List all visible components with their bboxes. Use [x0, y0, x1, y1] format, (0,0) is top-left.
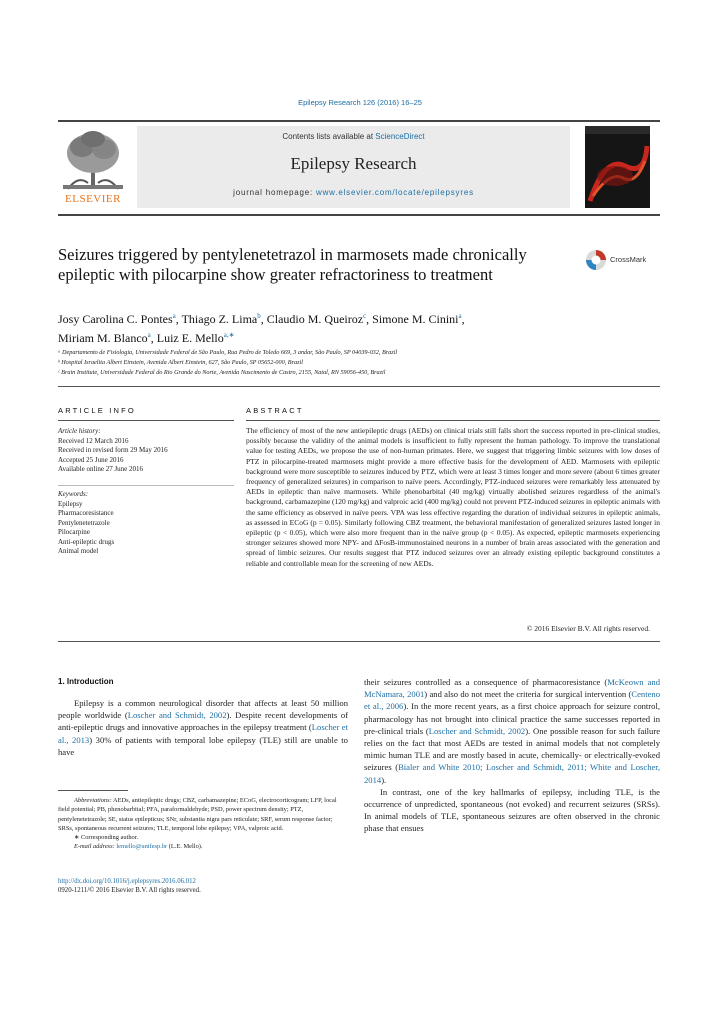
- divider: [58, 420, 234, 421]
- intro-paragraph: [58, 697, 348, 758]
- article-info-heading: ARTICLE INFO: [58, 406, 136, 415]
- keyword: Pilocarpine: [58, 528, 90, 536]
- crossmark-label: CrossMark: [610, 255, 647, 264]
- section-heading-introduction: 1. Introduction: [58, 677, 114, 686]
- affiliations: [58, 348, 660, 378]
- divider: [58, 641, 660, 642]
- citation-link[interactable]: Loscher et al., 2013: [58, 722, 348, 745]
- paragraph-text: ). One possible reason for such failure relies on the fact that most AEDs are tested in animal models that not completely mimic human TLE and are mostly based in acute, chemically- or electrically-evoked seizures (: [364, 725, 661, 773]
- citation-link[interactable]: McKeown and McNamara, 2001: [364, 677, 660, 700]
- affiliation-marker[interactable]: b: [257, 312, 261, 320]
- contents-prefix: Contents lists available at: [282, 132, 376, 141]
- corresponding-author-note: ∗ Corresponding author.: [74, 834, 139, 842]
- author-separator: ,: [175, 312, 182, 326]
- author-separator: ,: [461, 312, 465, 326]
- homepage-line: [137, 188, 570, 197]
- affiliation-c: ᶜ Brain Institute, Universidade Federal do Rio Grande do Norte, Avenida Nascimento de Castro, 2155, Natal, RN 59056-450, Brazil: [58, 369, 386, 376]
- affiliation-marker[interactable]: a,∗: [223, 331, 235, 339]
- intro-paragraph: In contrast, one of the key hallmarks of epilepsy, including TLE, is the occurrence of unpredicted, spontaneous (not evoked) and recurrent seizures (SRSs). In animal models of TLE, spontaneous seizures are often observed in the chronic phase that ensues: [364, 786, 660, 834]
- crossmark-icon: [585, 249, 607, 271]
- keyword: Animal model: [58, 547, 99, 555]
- email-label: E-mail address:: [74, 843, 115, 851]
- author-separator: ,: [150, 331, 157, 345]
- affiliation-marker[interactable]: a: [172, 312, 176, 320]
- keyword: Pharmacoresistance: [58, 509, 114, 517]
- history-item: Received in revised form 29 May 2016: [58, 446, 168, 454]
- crossmark-badge[interactable]: [585, 249, 657, 271]
- keywords: [58, 490, 234, 557]
- affiliation-marker[interactable]: a: [458, 312, 462, 320]
- issn-line: 0920-1211/© 2016 Elsevier B.V. All rights reserved.: [58, 887, 201, 895]
- journal-reference[interactable]: Epilepsy Research 126 (2016) 16–25: [298, 98, 422, 107]
- journal-masthead: [137, 126, 570, 208]
- abstract-heading: ABSTRACT: [246, 406, 304, 415]
- author-name: Josy Carolina C. Pontes: [58, 312, 173, 326]
- masthead-top-rule: [58, 120, 660, 122]
- affiliation-marker[interactable]: a: [147, 331, 151, 339]
- affiliation-marker[interactable]: c: [363, 312, 367, 320]
- footnotes: [58, 796, 348, 852]
- author-separator: ,: [366, 312, 373, 326]
- journal-cover-image: [585, 126, 650, 208]
- masthead-bottom-rule: [58, 214, 660, 216]
- paragraph-text: ) 30% of patients with temporal lobe epilepsy (TLE) still are unable to have: [58, 734, 348, 757]
- article-title: Seizures triggered by pentylenetetrazol in marmosets made chronically epileptic with pilocarpine show greater refractoriness to treatment: [58, 245, 527, 284]
- email-footnote: [58, 842, 348, 851]
- author-name: Luiz E. Mello: [156, 331, 224, 345]
- paragraph-text: ). Despite recent developments of anti-epileptic drugs and innovative approaches in the epilepsy treatment (: [58, 710, 349, 733]
- contents-line: [137, 132, 570, 141]
- article-history: [58, 427, 234, 475]
- author-name: Claudio M. Queiroz: [266, 312, 364, 326]
- sciencedirect-link[interactable]: ScienceDirect: [375, 132, 425, 141]
- affiliation-b: ᵇ Hospital Israelita Albert Einstein, Avenida Albert Einstein, 627, São Paulo, SP 05652-000, Brazil: [58, 359, 303, 366]
- intro-left-column: [58, 697, 348, 758]
- divider: [246, 420, 660, 421]
- author-separator: ,: [260, 312, 267, 326]
- journal-title: Epilepsy Research: [290, 154, 417, 173]
- email-suffix: (L.E. Mello).: [167, 843, 203, 851]
- homepage-prefix: journal homepage:: [233, 188, 317, 197]
- keyword: Anti-epileptic drugs: [58, 537, 115, 546]
- paragraph-text: ) and also do not meet the criteria for surgical intervention (: [424, 689, 632, 700]
- history-item: Available online 27 June 2016: [58, 465, 144, 473]
- citation-link[interactable]: Loscher and Schmidt, 2002: [428, 725, 526, 736]
- footnote-rule: [58, 790, 128, 791]
- author-name: Thiago Z. Lima: [181, 312, 258, 326]
- citation-link[interactable]: Loscher and Schmidt, 2002: [127, 710, 227, 721]
- paragraph-text: ). In the more recent years, as a first choice approach for seizure control, pharmacology has not brought into clinical practice the same successes reported in pre-clinical trials (: [364, 701, 661, 736]
- divider: [58, 386, 660, 387]
- history-item: Accepted 25 June 2016: [58, 455, 124, 464]
- keyword: Epilepsy: [58, 499, 83, 508]
- citation-link[interactable]: Bialer and White 2010; Loscher and Schmidt, 2011; White and Loscher, 2014: [364, 762, 660, 785]
- author-name: Miriam M. Blanco: [58, 331, 148, 345]
- elsevier-wordmark: ELSEVIER: [65, 193, 121, 205]
- abbreviations-footnote: [58, 796, 348, 833]
- citation-link[interactable]: Centeno et al., 2006: [364, 689, 660, 712]
- copyright-notice: © 2016 Elsevier B.V. All rights reserved.: [526, 624, 650, 633]
- abstract-text: The efficiency of most of the new antiepileptic drugs (AEDs) on clinical trials still falls short the success reported in pre-clinical studies, possibly because the validity of the animal models is insufficient to fully represent the human pathology. To improve the translational value for testing AEDs, we propose the use of non-human primates. Here, we suggest that triggering limbic seizures with low doses of PTZ in pilocarpine-treated marmosets might provide a more effective basis for the development of AED. Marmosets with epileptic background were more susceptible to seizures induced by PTZ, which were at least 3 times longer and more severe (about 6 times greater frequency of generalized seizures) in comparison to naïve peers. Accordingly, PTZ-induced seizures were remarkably less attenuated by AEDs in epileptic than naïve marmosets. While phenobarbital (40 mg/kg) virtually abolished seizures regardless of the animal's background, carbamazepine (120 mg/kg) and valproic acid (400 mg/kg) could not prevent PTZ-induced seizures in epileptic animals with the same efficiency as observed in naïve peers. VPA was less effective regarding the duration of individual seizures in epileptic animals, as assessed in ECoG (p = 0.05). Similarly following CBZ treatment, the behavioral manifestation of generalized seizures lasted longer in epileptic (p < 0.05), which were also more frequent than in the naïve group (p < 0.05). As expected, epileptic marmosets experiencing stronger seizures showed more NPY- and ΔFosB-immunostained neurons in a number of brain areas associated with the generation and spread of limbic seizures. Our results suggest that PTZ induced seizures over an already existing epileptic background constitutes a reliable and controllable mean for the screening of new AEDs.: [246, 426, 660, 568]
- author-list: [58, 308, 558, 346]
- history-item: Received 12 March 2016: [58, 436, 129, 445]
- affiliation-a: ᵃ Departamento de Fisiologia, Universidade Federal de São Paulo, Rua Pedro de Toledo 669, 3 andar, São Paulo, SP 04039-032, Brazil: [58, 349, 398, 356]
- keywords-label: Keywords:: [58, 490, 89, 498]
- email-link[interactable]: lemello@unifesp.br: [116, 843, 168, 851]
- paragraph-text: their seizures controlled as a consequence of pharmacoresistance (: [364, 677, 608, 687]
- intro-paragraph: [364, 676, 660, 786]
- paragraph-text: ).: [381, 774, 387, 785]
- homepage-link[interactable]: www.elsevier.com/locate/epilepsyres: [316, 188, 474, 197]
- paragraph-text: Epilepsy is a common neurological disorder that affects at least 50 million people worldwide (: [58, 698, 348, 721]
- divider: [58, 485, 234, 486]
- author-name: Simone M. Cinini: [372, 312, 459, 326]
- abbreviations-text: AEDs, antiepileptic drugs; CBZ, carbamazepine; ECoG, electrocorticogram; LFP, local field potential; PB, phenobarbital; PFA, paraformaldehyde; PSD, power spectrum density; PTZ, pentylenetetrazole; SE, status epilepticus; SNr, substantia nigra pars reticulate; SRF, serum response factor; SRSs, spontaneous recurrent seizures; TLE, temporal lobe epilepsy; VPA, valproic acid.: [58, 797, 337, 832]
- keyword: Pentylenetetrazole: [58, 518, 110, 527]
- doi-link[interactable]: http://dx.doi.org/10.1016/j.eplepsyres.2016.06.012: [58, 878, 196, 885]
- abbreviations-label: Abbreviations:: [74, 797, 112, 804]
- history-label: Article history:: [58, 427, 101, 435]
- doi-block: [58, 877, 348, 896]
- intro-right-column: [364, 676, 660, 835]
